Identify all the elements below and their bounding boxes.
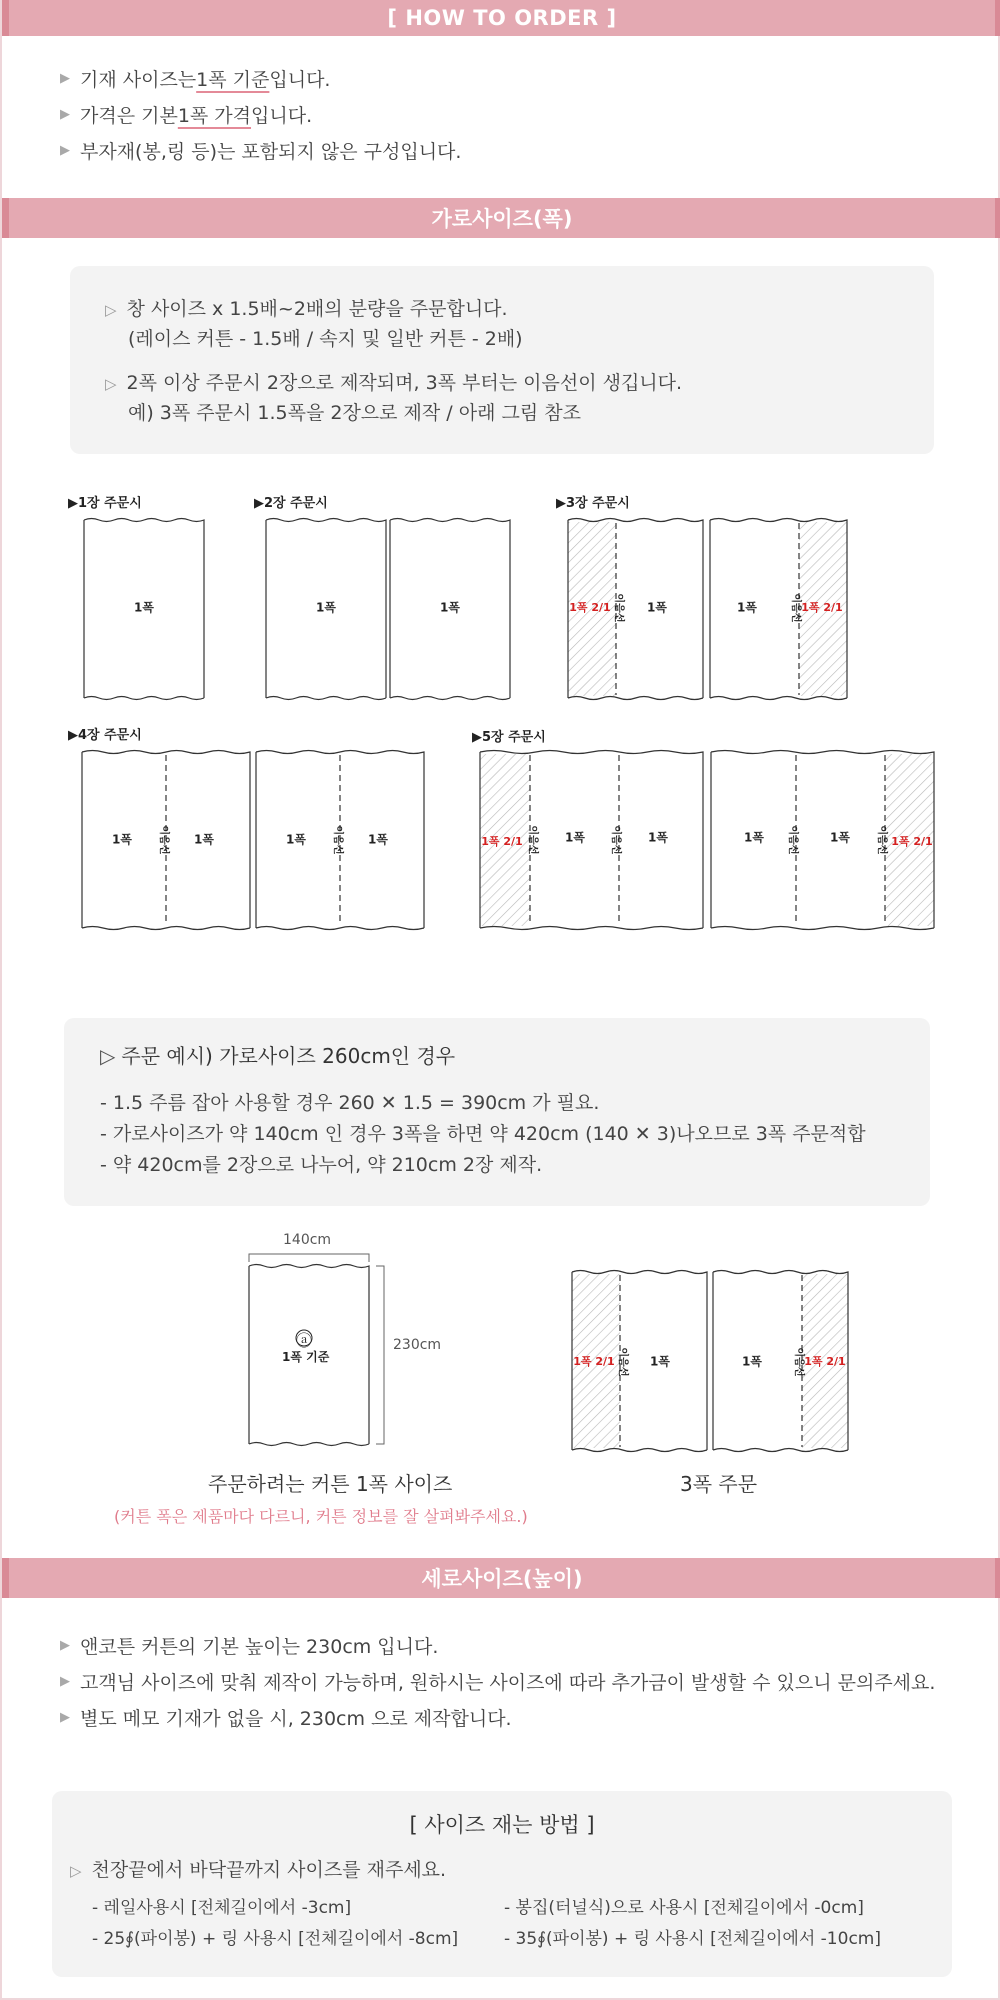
width-info-text: 2폭 이상 주문시 2장으로 제작되며, 3폭 부터는 이음선이 생깁니다. xyxy=(126,372,683,394)
example-line: - 가로사이즈가 약 140cm 인 경우 3폭을 하면 약 420cm (140 ✕ 3)나오므로 3폭 주문적합 xyxy=(100,1123,866,1145)
example-line: - 1.5 주름 잡아 사용할 경우 260 ✕ 1.5 = 390cm 가 필요. xyxy=(100,1092,600,1114)
seam-label: 이음선 xyxy=(332,825,343,855)
banner-how-to-order: [ HOW TO ORDER ] xyxy=(2,0,1000,36)
width-dimension-line xyxy=(249,1254,369,1262)
caption-left: 주문하려는 커튼 1폭 사이즈 xyxy=(208,1472,453,1496)
height-note-text: 별도 메모 기재가 없을 시, 230cm 으로 제작합니다. xyxy=(80,1707,512,1730)
panel-bottom-edge xyxy=(480,927,703,930)
width-label: 1폭 xyxy=(286,832,306,847)
height-dimension-line xyxy=(376,1266,384,1444)
seam-label: 이음선 xyxy=(787,825,798,855)
triangle-bullet-icon: ▶ xyxy=(60,1673,70,1689)
example-box xyxy=(64,1018,930,1206)
panel-bottom-edge xyxy=(82,927,250,930)
width-label: 1폭 2/1 xyxy=(573,1355,615,1368)
measure-intro xyxy=(70,1855,446,1882)
example-title-text: 주문 예시) 가로사이즈 260cm인 경우 xyxy=(121,1044,456,1068)
order-note-text: 기재 사이즈는 xyxy=(80,68,197,91)
example-line: - 약 420cm를 2장으로 나누어, 약 210cm 2장 제작. xyxy=(100,1154,543,1176)
triangle-bullet-icon: ▶ xyxy=(60,1709,70,1725)
diagram-title-1: ▶1장 주문시 xyxy=(68,496,142,511)
measure-title: [ 사이즈 재는 방법 ] xyxy=(409,1813,595,1837)
width-label: 1폭 xyxy=(368,832,388,847)
width-label: 1폭 2/1 xyxy=(481,835,523,848)
banner-width: 가로사이즈(폭) xyxy=(2,198,1000,238)
order-note-emphasis: 1폭 가격 xyxy=(177,104,252,127)
width-label: 1폭 2/1 xyxy=(891,835,933,848)
measure-item: - 봉집(터널식)으로 사용시 [전체길이에서 -0cm] xyxy=(504,1898,864,1918)
seam-label: 이음선 xyxy=(527,825,538,855)
seam-label: 이음선 xyxy=(793,1347,804,1377)
seam-label: 이음선 xyxy=(610,825,621,855)
width-label: 1폭 xyxy=(737,600,757,615)
width-label: 1폭 2/1 xyxy=(801,601,843,614)
seam-label: 이음선 xyxy=(613,593,624,623)
panel-bottom-edge xyxy=(572,1449,707,1452)
order-note-text: 입니다. xyxy=(269,68,331,91)
triangle-bullet-icon: ▶ xyxy=(60,70,70,86)
seam-label: 이음선 xyxy=(876,825,887,855)
width-label: 1폭 xyxy=(647,600,667,615)
order-note-text: 가격은 기본 xyxy=(80,104,178,127)
width-label: 1폭 xyxy=(650,1354,670,1369)
seam-label: 이음선 xyxy=(617,1347,628,1377)
height-notes xyxy=(60,1627,935,1735)
seam-label: 이음선 xyxy=(158,825,169,855)
measure-intro-text: 천장끝에서 바닥끝까지 사이즈를 재주세요. xyxy=(91,1859,447,1881)
example-title xyxy=(100,1040,455,1069)
panel-bottom-edge xyxy=(84,697,204,700)
triangle-bullet-icon: ▶ xyxy=(60,1637,70,1653)
panel-bottom-edge xyxy=(711,927,934,930)
width-label: 1폭 xyxy=(744,830,764,845)
height-note-text: 앤코튼 커튼의 기본 높이는 230cm 입니다. xyxy=(80,1635,439,1658)
width-label: 1폭 xyxy=(742,1354,762,1369)
panel-bottom-edge xyxy=(249,1443,369,1446)
height-note xyxy=(60,1663,935,1699)
open-triangle-icon: ▷ xyxy=(105,301,117,319)
panel-bottom-edge xyxy=(710,697,847,700)
marker-a: ⓐ xyxy=(296,1331,313,1350)
measure-item: - 25∮(파이봉) + 링 사용시 [전체길이에서 -8cm] xyxy=(92,1929,459,1949)
open-triangle-icon: ▷ xyxy=(105,375,117,393)
width-label: 1폭 xyxy=(316,600,336,615)
height-note xyxy=(60,1699,935,1735)
measure-box xyxy=(52,1791,952,1977)
panel-bottom-edge xyxy=(266,697,386,700)
base-width-label: 1폭 기준 xyxy=(282,1350,330,1364)
triangle-bullet-icon: ▶ xyxy=(60,106,70,122)
diagram-title-2: ▶2장 주문시 xyxy=(254,496,328,511)
width-label: 1폭 xyxy=(112,832,132,847)
panel-bottom-edge xyxy=(390,697,510,700)
height-dimension-label: 230cm xyxy=(393,1337,442,1353)
measure-item: - 레일사용시 [전체길이에서 -3cm] xyxy=(92,1898,352,1918)
measure-item: - 35∮(파이봉) + 링 사용시 [전체길이에서 -10cm] xyxy=(504,1929,881,1949)
diagram-title-5: ▶5장 주문시 xyxy=(472,730,546,745)
width-info-line: 예) 3폭 주문시 1.5폭을 2장으로 제작 / 아래 그림 참조 xyxy=(128,402,581,424)
width-info-line: (레이스 커튼 - 1.5배 / 속지 및 일반 커튼 - 2배) xyxy=(128,328,523,350)
diagram-title-3: ▶3장 주문시 xyxy=(556,496,630,511)
banner-height: 세로사이즈(높이) xyxy=(2,1558,1000,1598)
height-note xyxy=(60,1627,935,1663)
width-dimension-label: 140cm xyxy=(283,1232,332,1248)
order-note-text: 부자재(봉,링 등)는 포함되지 않은 구성입니다. xyxy=(80,140,462,163)
width-label: 1폭 xyxy=(440,600,460,615)
open-triangle-icon: ▷ xyxy=(100,1044,116,1068)
width-note: (커튼 폭은 제품마다 다르니, 커튼 정보를 잘 살펴봐주세요.) xyxy=(114,1507,528,1526)
width-label: 1폭 2/1 xyxy=(804,1355,846,1368)
caption-right: 3폭 주문 xyxy=(680,1472,758,1496)
seam-label: 이음선 xyxy=(790,593,801,623)
order-note-text: 입니다. xyxy=(251,104,313,127)
height-note-text: 고객님 사이즈에 맞춰 제작이 가능하며, 원하시는 사이즈에 따라 추가금이 발생할 수 있으니 문의주세요. xyxy=(80,1671,936,1694)
width-label: 1폭 2/1 xyxy=(569,601,611,614)
width-label: 1폭 xyxy=(194,832,214,847)
width-label: 1폭 xyxy=(648,830,668,845)
triangle-bullet-icon: ▶ xyxy=(60,142,70,158)
width-info-text: 창 사이즈 x 1.5배~2배의 분량을 주문합니다. xyxy=(126,298,508,320)
panel-bottom-edge xyxy=(713,1449,848,1452)
width-label: 1폭 xyxy=(830,830,850,845)
diagram-title-4: ▶4장 주문시 xyxy=(68,728,142,743)
panel-bottom-edge xyxy=(256,927,424,930)
open-triangle-icon: ▷ xyxy=(70,1862,82,1880)
width-label: 1폭 xyxy=(134,600,154,615)
width-label: 1폭 xyxy=(565,830,585,845)
panel-bottom-edge xyxy=(568,697,703,700)
order-note-emphasis: 1폭 기준 xyxy=(196,68,270,91)
